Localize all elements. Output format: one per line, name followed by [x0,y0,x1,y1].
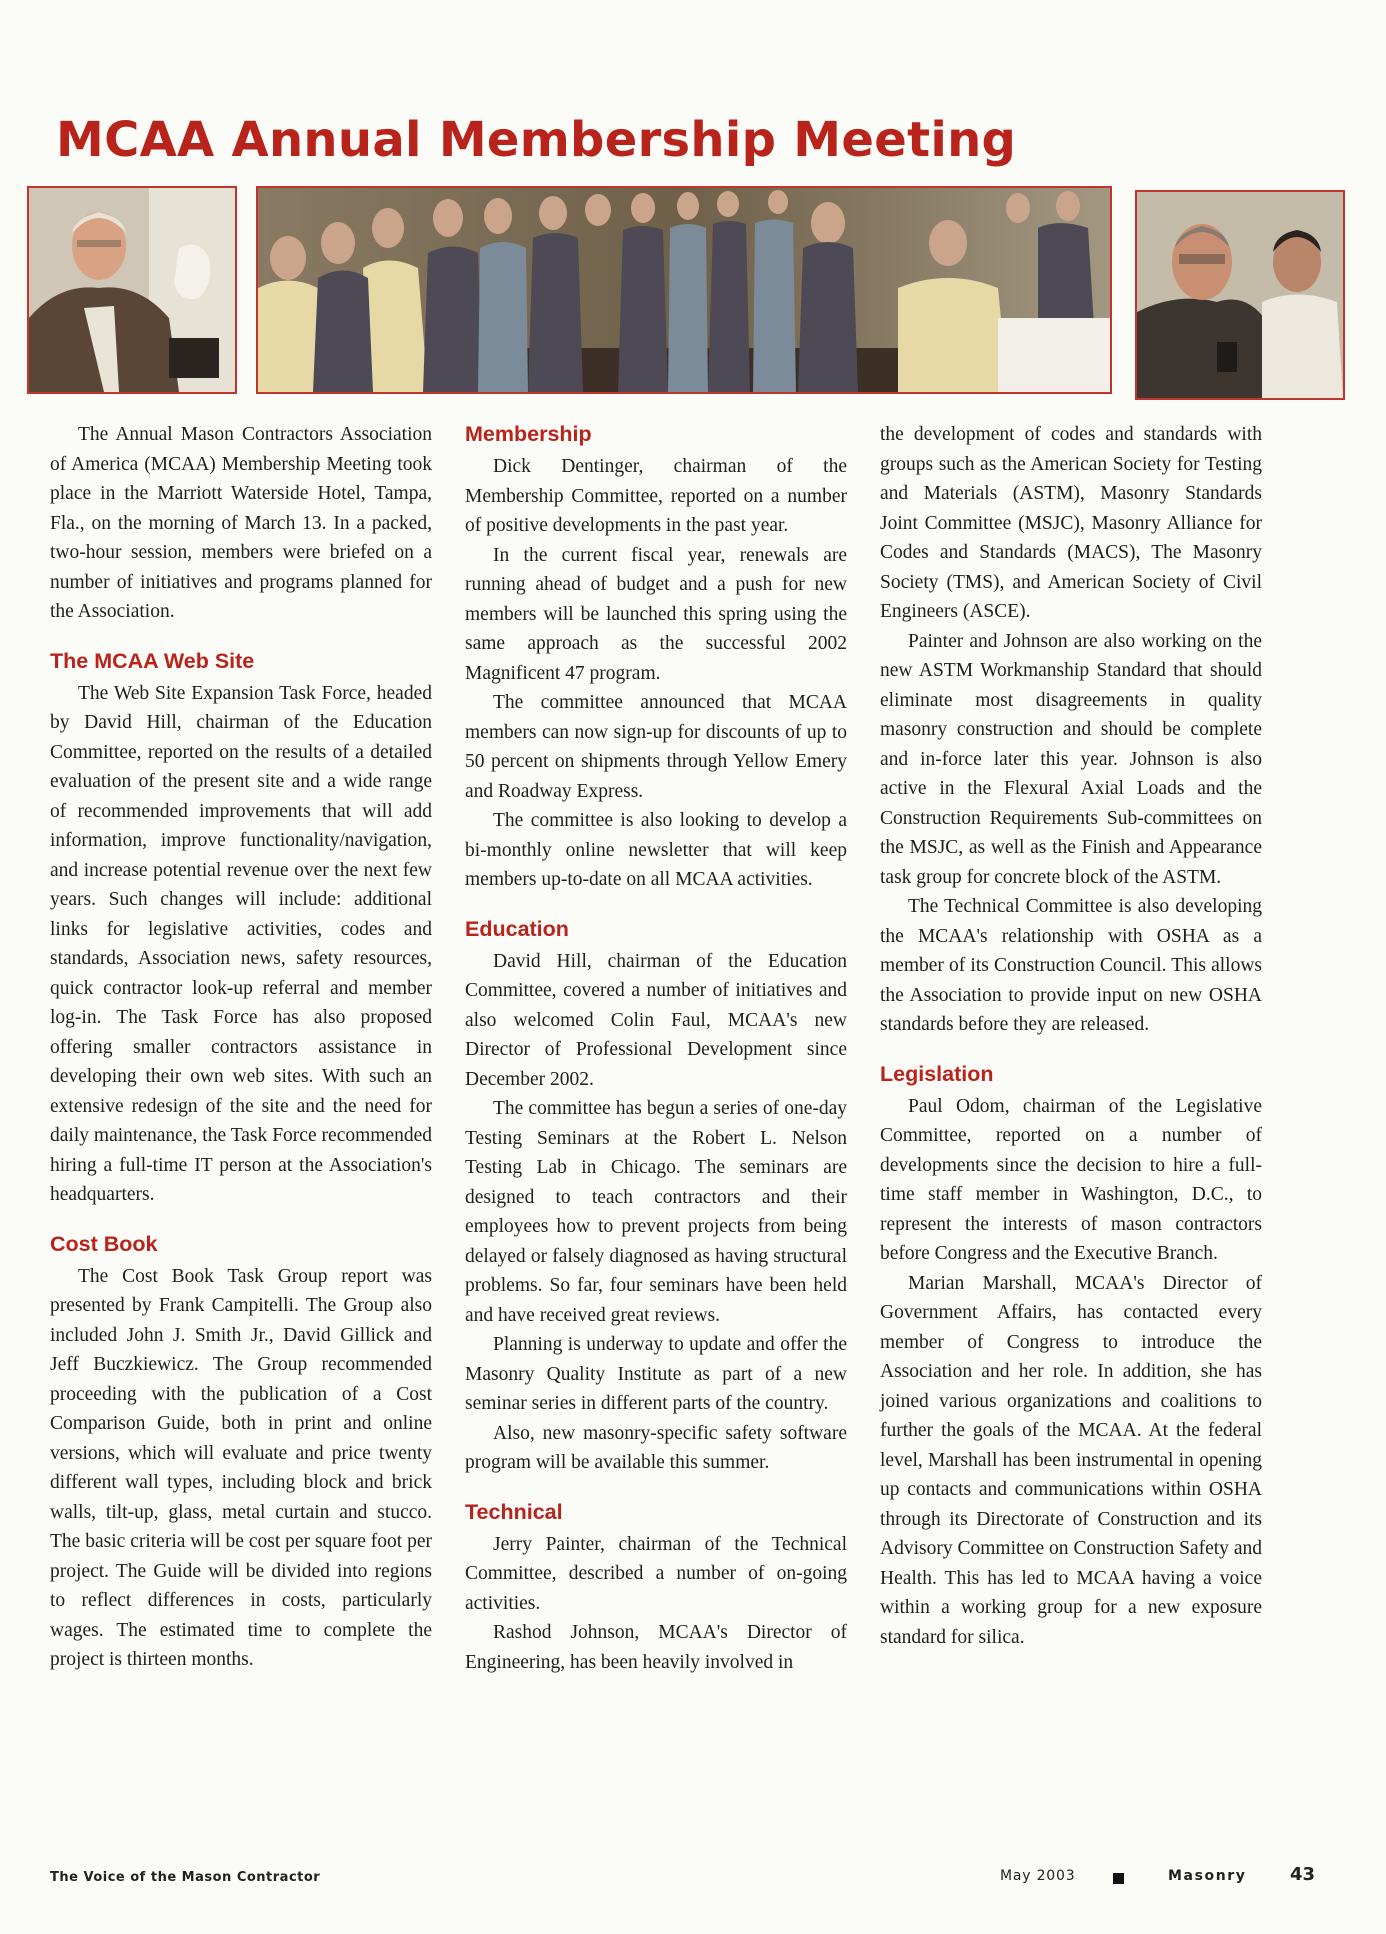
intro-paragraph: The Annual Mason Contractors Association of America (MCAA) Membership Meeting took place in the Marriott Waterside Hotel, Tampa, Fla., on the morning of March 13. In a packed, two-hour session, members were briefed on a number of initiatives and programs planned for the Association. [50,424,432,622]
education-paragraph: The committee has begun a series of one-day Testing Seminars at the Robert L. Nelson Testing Lab in Chicago. The seminars are designed to teach contractors and their employees how to prevent projects from being delayed or falsely diagnosed as having structural problems. So far, four seminars have been held and have received great reviews. [465,1098,847,1326]
technical-heading: Technical [465,1499,563,1524]
footer-square-icon [1113,1873,1124,1884]
technical-paragraph: Rashod Johnson, MCAA's Director of Engineering, has been heavily involved in [465,1622,847,1673]
column-2 [465,420,847,1677]
legislation-paragraph: Paul Odom, chairman of the Legislative Committee, reported on a number of developments since the decision to hire a full-time staff member in Washington, D.C., to represent the interests of mason contractors before Congress and the Executive Branch. [880,1095,1262,1264]
education-heading: Education [465,916,569,941]
footer-tagline: The Voice of the Mason Contractor [50,1870,321,1885]
photo-attendees-icon [1135,190,1345,400]
education-paragraph: Planning is underway to update and offer the Masonry Quality Institute as part of a new seminar series in different parts of the country. [465,1334,847,1414]
technical-continued-paragraph: Painter and Johnson are also working on the new ASTM Workmanship Standard that should eliminate most disagreements in quality masonry construction and should be complete and in-force later this year. Johnson is also active in the Flexural Axial Loads and the Construction Requirements Sub-committees on the MSJC, as well as the Finish and Appearance task group for concrete block of the ASTM. [880,630,1262,888]
membership-paragraph: The committee is also looking to develop a bi-monthly online newsletter that will keep members up-to-date on all MCAA activities. [465,810,847,890]
technical-continued-paragraph: the development of codes and standards with groups such as the American Society for Testing and Materials (ASTM), Masonry Standards Joint Committee (MSJC), Masonry Alliance for Codes and Standards (MACS), The Masonry Society (TMS), and American Society of Civil Engineers (ASCE). [880,424,1262,622]
footer-date: May 2003 [1000,1868,1076,1884]
column-3 [880,420,1262,1652]
legislation-paragraph: Marian Marshall, MCAA's Director of Government Affairs, has contacted every member of Congress to introduce the Association and her role. In addition, she has joined various organizations and coalitions to further the goals of the MCAA. At the federal level, Marshall has been instrumental in opening up contacts and communications within OSHA through its Directorate of Construction and its Advisory Committee on Construction Safety and Health. This has led to MCAA having a voice within a working group for a new exposure standard for silica. [880,1272,1262,1648]
photo-audience-icon [256,186,1112,394]
column-1 [50,420,432,1675]
education-paragraph: Also, new masonry-specific safety software program will be available this summer. [465,1422,847,1473]
cost-book-paragraph: The Cost Book Task Group report was presented by Frank Campitelli. The Group also included John J. Smith Jr., David Gillick and Jeff Buczkiewicz. The Group recommended proceeding with the publication of a Cost Comparison Guide, both in print and online versions, which will evaluate and price twenty different wall types, including block and brick walls, tilt-up, glass, metal curtain and stucco. The basic criteria will be cost per square foot per project. The Guide will be divided into regions to reflect differences in costs, particularly wages. The estimated time to complete the project is thirteen months. [50,1265,432,1670]
footer-magazine-name: Masonry [1168,1868,1247,1884]
legislation-heading: Legislation [880,1061,994,1086]
web-site-paragraph: The Web Site Expansion Task Force, headed by David Hill, chairman of the Education Committee, reported on the results of a detailed evaluation of the present site and a wide range of recommended improvements that will add information, improve functionality/navigation, and increase potential revenue over the next few years. Such changes will include: additional links for legislative activities, codes and standards, Association news, safety resources, quick contractor look-up referral and member log-in. The Task Force has also proposed offering smaller contractors assistance in developing their own web sites. With such an extensive redesign of the site and the need for daily maintenance, the Task Force recommended hiring a full-time IT person at the Association's headquarters. [50,682,432,1205]
technical-paragraph: Jerry Painter, chairman of the Technical Committee, described a number of on-going activities. [465,1533,847,1614]
cost-book-heading: Cost Book [50,1231,158,1256]
education-paragraph: David Hill, chairman of the Education Committee, covered a number of initiatives and also welcomed Colin Faul, MCAA's new Director of Professional Development since December 2002. [465,950,847,1090]
membership-paragraph: In the current fiscal year, renewals are running ahead of budget and a push for new members will be launched this spring using the same approach as the successful 2002 Magnificent 47 program. [465,544,847,684]
web-site-heading: The MCAA Web Site [50,648,255,673]
page-number: 43 [1290,1864,1316,1885]
membership-heading: Membership [465,422,592,446]
page-title: MCAA Annual Membership Meeting [56,112,1017,168]
photo-speaker-icon [27,186,237,394]
technical-continued-paragraph: The Technical Committee is also developing the MCAA's relationship with OSHA as a member of its Construction Council. This allows the Association to provide input on new OSHA standards before they are released. [880,896,1262,1035]
membership-paragraph: Dick Dentinger, chairman of the Membership Committee, reported on a number of positive developments in the past year. [465,456,847,536]
membership-paragraph: The committee announced that MCAA members can now sign-up for discounts of up to 50 percent on shipments through Yellow Emery and Roadway Express. [465,692,847,802]
